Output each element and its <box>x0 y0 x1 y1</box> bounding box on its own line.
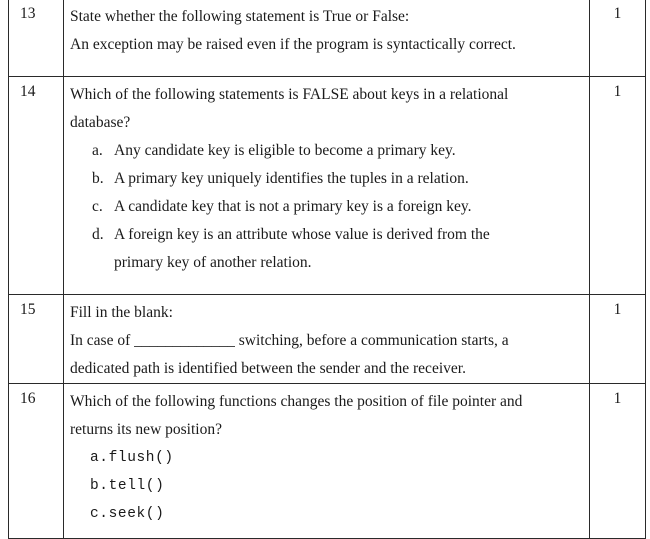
question-line: database? <box>70 114 131 131</box>
question-line: State whether the following statement is True or False: <box>70 8 410 25</box>
option-letter: c. <box>92 198 103 215</box>
question-line: returns its new position? <box>70 421 222 438</box>
question-marks: 1 <box>590 77 646 295</box>
option-text: Any candidate key is eligible to become a primary key. <box>114 142 456 159</box>
question-line: An exception may be raised even if the program is syntactically correct. <box>70 36 516 53</box>
option-letter: d. <box>92 226 104 243</box>
question-row-14 <box>9 77 646 295</box>
question-line: Fill in the blank: <box>70 304 173 321</box>
option-text: A foreign key is an attribute whose value is derived from the <box>114 226 490 243</box>
question-line: In case of _____________ switching, before a communication starts, a <box>70 332 509 349</box>
option-letter: b. <box>92 170 104 187</box>
option-text-continuation: primary key of another relation. <box>114 254 312 271</box>
question-line: Which of the following functions changes the position of file pointer and <box>70 393 523 410</box>
question-marks: 1 <box>590 0 646 77</box>
question-line: Which of the following statements is FALSE about keys in a relational <box>70 86 509 103</box>
question-number: 14 <box>9 77 64 295</box>
option-text-block <box>114 221 581 277</box>
question-text-cell <box>64 384 590 539</box>
question-number: 13 <box>9 0 64 77</box>
question-line: dedicated path is identified between the sender and the receiver. <box>70 360 466 377</box>
question-text-cell <box>64 295 590 384</box>
question-marks: 1 <box>590 295 646 384</box>
option-b <box>70 165 581 193</box>
question-row-15 <box>9 295 646 384</box>
question-row-16 <box>9 384 646 539</box>
question-marks: 1 <box>590 384 646 539</box>
option-a <box>70 137 581 165</box>
option-letter: a. <box>92 142 103 159</box>
question-number: 15 <box>9 295 64 384</box>
question-row-13 <box>9 0 646 77</box>
code-option-c: c.seek() <box>90 506 165 522</box>
option-text: A candidate key that is not a primary key is a foreign key. <box>114 198 472 215</box>
question-text-cell <box>64 0 590 77</box>
question-text-cell <box>64 77 590 295</box>
code-option-b: b.tell() <box>90 478 165 494</box>
question-number: 16 <box>9 384 64 539</box>
questions-table <box>8 0 646 539</box>
code-option-a: a.flush() <box>90 450 174 466</box>
option-d <box>70 221 581 277</box>
option-c <box>70 193 581 221</box>
option-text: A primary key uniquely identifies the tuples in a relation. <box>114 170 469 187</box>
